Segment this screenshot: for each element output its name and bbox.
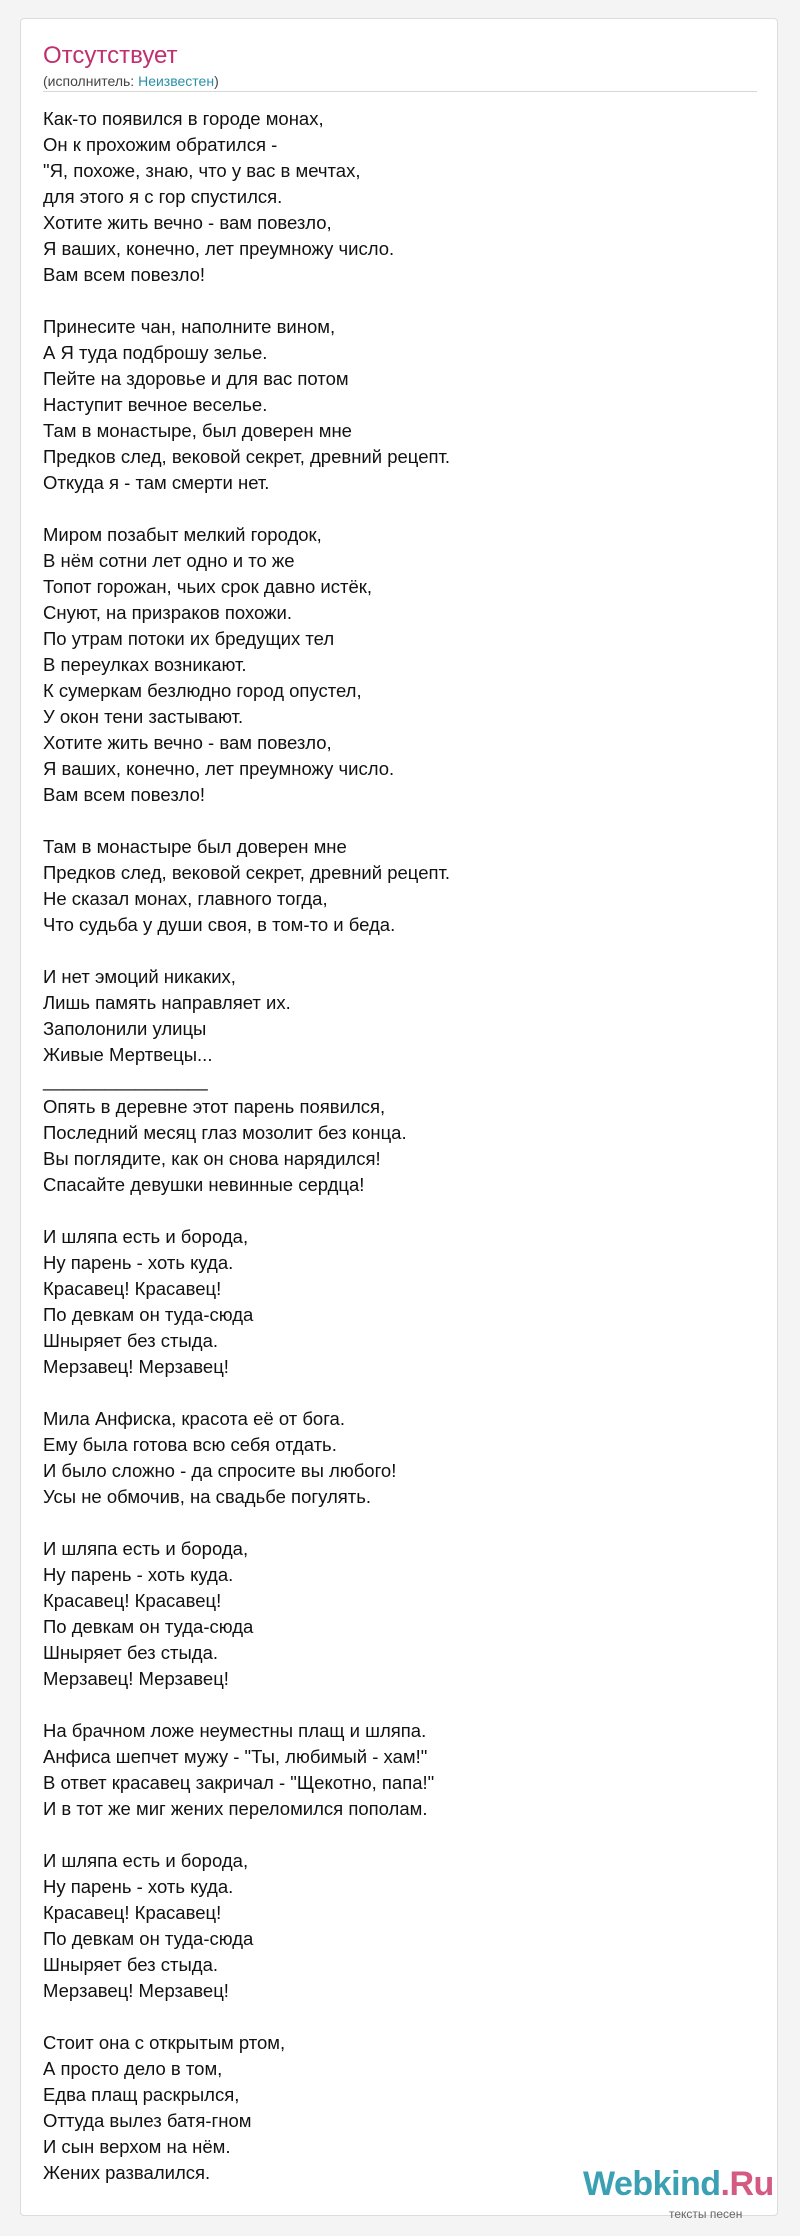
stanza-break <box>43 1692 753 1718</box>
logo-name: Webkind <box>583 2165 721 2203</box>
lyric-line: К сумеркам безлюдно город опустел, <box>43 680 362 701</box>
lyric-line: Усы не обмочив, на свадьбе погулять. <box>43 1486 372 1507</box>
lyric-line: Жених развалился. <box>43 2162 211 2183</box>
lyric-line: Мила Анфиска, красота её от бога. <box>43 1408 345 1429</box>
stanza-break <box>43 1510 753 1536</box>
site-logo[interactable] <box>583 2165 783 2225</box>
lyric-line: Красавец! Красавец! <box>43 1590 222 1611</box>
lyric-line: Топот горожан, чьих срок давно истёк, <box>43 576 373 597</box>
lyric-line: Красавец! Красавец! <box>43 1278 222 1299</box>
lyric-line: В переулках возникают. <box>43 654 247 675</box>
logo-wordmark <box>583 2165 774 2204</box>
lyric-line: По утрам потоки их бредущих тел <box>43 628 335 649</box>
stanza-break <box>43 938 753 964</box>
lyric-line: Вы поглядите, как он снова нарядился! <box>43 1148 381 1169</box>
lyric-line: Как-то появился в городе монах, <box>43 108 324 129</box>
lyric-line: По девкам он туда-сюда <box>43 1304 254 1325</box>
lyric-line: По девкам он туда-сюда <box>43 1928 254 1949</box>
lyric-line: ________________ <box>43 1070 208 1091</box>
lyric-line: Пейте на здоровье и для вас потом <box>43 368 349 389</box>
lyric-line: И в тот же миг жених переломился пополам. <box>43 1798 428 1819</box>
song-title: Отсутствует <box>43 42 178 69</box>
lyric-line: Там в монастыре был доверен мне <box>43 836 347 857</box>
lyric-line: Наступит вечное веселье. <box>43 394 268 415</box>
lyric-line: А Я туда подброшу зелье. <box>43 342 268 363</box>
lyric-line: Не сказал монах, главного тогда, <box>43 888 328 909</box>
artist-suffix: ) <box>214 73 219 89</box>
artist-line <box>43 73 219 89</box>
lyric-line: Предков след, вековой секрет, древний рецепт. <box>43 862 451 883</box>
lyric-line: Мерзавец! Мерзавец! <box>43 1668 229 1689</box>
lyrics-text <box>43 106 753 2186</box>
title-divider <box>43 91 757 92</box>
lyric-line: Шныряет без стыда. <box>43 1330 218 1351</box>
lyric-line: И нет эмоций никаких, <box>43 966 236 987</box>
lyric-line: Я ваших, конечно, лет преумножу число. <box>43 758 395 779</box>
lyric-line: Принесите чан, наполните вином, <box>43 316 336 337</box>
lyric-line: Мерзавец! Мерзавец! <box>43 1356 229 1377</box>
lyric-line: И сын верхом на нём. <box>43 2136 231 2157</box>
lyric-line: И шляпа есть и борода, <box>43 1538 249 1559</box>
lyric-line: Шныряет без стыда. <box>43 1642 218 1663</box>
lyric-line: У окон тени застывают. <box>43 706 244 727</box>
lyric-line: По девкам он туда-сюда <box>43 1616 254 1637</box>
lyric-line: Красавец! Красавец! <box>43 1902 222 1923</box>
lyric-line: Ну парень - хоть куда. <box>43 1876 234 1897</box>
logo-domain: .Ru <box>720 2165 774 2203</box>
lyrics-card <box>20 18 778 2221</box>
lyric-line: Ну парень - хоть куда. <box>43 1252 234 1273</box>
lyric-line: Опять в деревне этот парень появился, <box>43 1096 386 1117</box>
lyric-line: Стоит она с открытым ртом, <box>43 2032 286 2053</box>
artist-link[interactable]: Неизвестен <box>138 73 215 89</box>
lyric-line: Хотите жить вечно - вам повезло, <box>43 732 332 753</box>
lyric-line: "Я, похоже, знаю, что у вас в мечтах, <box>43 160 361 181</box>
lyric-line: Заполонили улицы <box>43 1018 207 1039</box>
lyric-line: Хотите жить вечно - вам повезло, <box>43 212 332 233</box>
stanza-break <box>43 496 753 522</box>
lyric-line: И шляпа есть и борода, <box>43 1226 249 1247</box>
lyric-line: И шляпа есть и борода, <box>43 1850 249 1871</box>
lyric-line: Анфиса шепчет мужу - "Ты, любимый - хам!" <box>43 1746 428 1767</box>
lyric-line: Ну парень - хоть куда. <box>43 1564 234 1585</box>
lyric-line: Ему была готова всю себя отдать. <box>43 1434 337 1455</box>
lyric-line: И было сложно - да спросите вы любого! <box>43 1460 397 1481</box>
lyric-line: Живые Мертвецы... <box>43 1044 213 1065</box>
lyric-line: В ответ красавец закричал - "Щекотно, папа!" <box>43 1772 435 1793</box>
lyric-line: Предков след, вековой секрет, древний рецепт. <box>43 446 451 467</box>
stanza-break <box>43 1198 753 1224</box>
lyric-line: Он к прохожим обратился - <box>43 134 278 155</box>
stanza-break <box>43 288 753 314</box>
stanza-break <box>43 2004 753 2030</box>
lyric-line: Что судьба у души своя, в том-то и беда. <box>43 914 396 935</box>
lyric-line: Последний месяц глаз мозолит без конца. <box>43 1122 407 1143</box>
lyric-line: Откуда я - там смерти нет. <box>43 472 270 493</box>
lyric-line: Оттуда вылез батя-гном <box>43 2110 252 2131</box>
logo-tagline: тексты песен <box>669 2207 743 2221</box>
lyric-line: А просто дело в том, <box>43 2058 223 2079</box>
lyric-line: Там в монастыре, был доверен мне <box>43 420 352 441</box>
stanza-break <box>43 1822 753 1848</box>
lyric-line: Миром позабыт мелкий городок, <box>43 524 322 545</box>
stanza-break <box>43 808 753 834</box>
lyric-line: Шныряет без стыда. <box>43 1954 218 1975</box>
lyric-line: для этого я с гор спустился. <box>43 186 283 207</box>
lyric-line: Мерзавец! Мерзавец! <box>43 1980 229 2001</box>
lyric-line: Едва плащ раскрылся, <box>43 2084 240 2105</box>
lyric-line: Вам всем повезло! <box>43 264 206 285</box>
lyric-line: На брачном ложе неуместны плащ и шляпа. <box>43 1720 427 1741</box>
lyric-line: Спасайте девушки невинные сердца! <box>43 1174 365 1195</box>
lyric-line: Я ваших, конечно, лет преумножу число. <box>43 238 395 259</box>
lyric-line: Вам всем повезло! <box>43 784 206 805</box>
lyric-line: Снуют, на призраков похожи. <box>43 602 292 623</box>
artist-prefix: (исполнитель: <box>43 73 139 89</box>
lyric-line: Лишь память направляет их. <box>43 992 291 1013</box>
stanza-break <box>43 1380 753 1406</box>
lyric-line: В нём сотни лет одно и то же <box>43 550 295 571</box>
